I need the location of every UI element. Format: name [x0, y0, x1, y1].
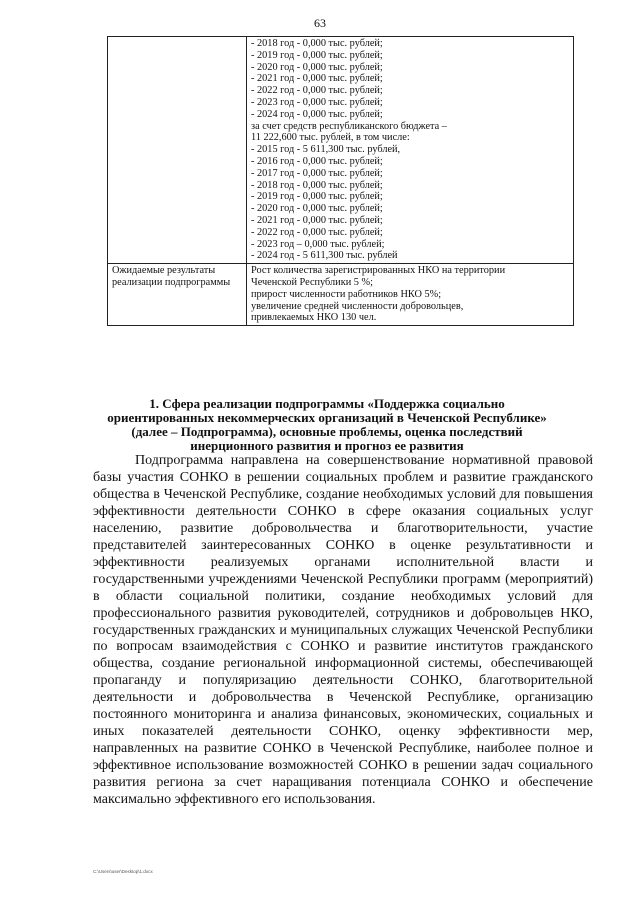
results-lines: [251, 265, 570, 324]
table-line: привлекаемых НКО 130 чел.: [251, 312, 377, 324]
table-line: - 2020 год - 0,000 тыс. рублей;: [251, 61, 383, 73]
table-line: - 2024 год - 0,000 тыс. рублей;: [251, 108, 383, 120]
table-cell-empty-label: [108, 37, 247, 264]
table-cell-funding: [247, 37, 574, 264]
table-line: - 2022 год - 0,000 тыс. рублей;: [251, 226, 383, 238]
table-line: - 2016 год - 0,000 тыс. рублей;: [251, 155, 383, 167]
table-row: [108, 264, 574, 326]
footer-file-path: С:\Users\user\Desktop\1.docx: [93, 869, 153, 874]
page-number: 63: [314, 16, 326, 30]
table-line: за счет средств республиканского бюджета –: [251, 120, 447, 132]
program-passport-table: [107, 36, 574, 326]
table-line: - 2017 год - 0,000 тыс. рублей;: [251, 167, 383, 179]
table-line: 11 222,600 тыс. рублей, в том числе:: [251, 132, 410, 144]
table-line: - 2020 год - 0,000 тыс. рублей;: [251, 203, 383, 215]
table-line: прирост численности работников НКО 5%;: [251, 288, 442, 300]
table-line: - 2021 год - 0,000 тыс. рублей;: [251, 73, 383, 85]
table-line: - 2015 год - 5 611,300 тыс. рублей,: [251, 144, 401, 156]
section-heading: 1. Сфера реализации подпрограммы «Поддержка социально ориентированных некоммерческих организаций в Чеченской Республике» (далее – Подпрограмма), основные проблемы, оценка последствий инерционного развития и прогноз ее развития: [107, 396, 547, 453]
table-line: - 2023 год - 0,000 тыс. рублей;: [251, 96, 383, 108]
table-line: Рост количества зарегистрированных НКО на территории: [251, 265, 506, 277]
table-line: - 2024 год - 5 611,300 тыс. рублей: [251, 250, 398, 262]
table-line: - 2018 год - 0,000 тыс. рублей;: [251, 179, 383, 191]
table-line: - 2019 год - 0,000 тыс. рублей;: [251, 49, 383, 61]
funding-lines: [251, 38, 570, 262]
table-line: - 2018 год - 0,000 тыс. рублей;: [251, 38, 383, 49]
table-line: - 2023 год – 0,000 тыс. рублей;: [251, 238, 385, 250]
table-cell-results: [247, 264, 574, 326]
table-line: - 2019 год - 0,000 тыс. рублей;: [251, 191, 383, 203]
table-line: - 2021 год - 0,000 тыс. рублей;: [251, 214, 383, 226]
body-paragraph: Подпрограмма направлена на совершенствование нормативной правовой базы участия СОНКО в решении социальных проблем и развитие гражданского общества в Чеченской Республике, создание необходимых условий для повышения эффективности деятельности СОНКО в сфере оказания социальных услуг населению, развитие добровольчества и благотворительности, участие представителей заинтересованных СОНКО в оценке результативности и эффективности реализуемых органами исполнительной власти и государственными учреждениями Чеченской Республики программ (мероприятий) в области социальной политики, создание необходимых условий для профессионального развития руководителей, сотрудников и добровольцев НКО, государственных гражданских и муниципальных служащих Чеченской Республики по вопросам взаимодействия с СОНКО и развитие институтов гражданского общества, создание региональной информационной системы, обеспечивающей пропаганду и популяризацию деятельности СОНКО, благотворительной деятельности и добровольчества в Чеченской Республике, организацию постоянного мониторинга и анализа финансовых, экономических, социальных и иных показателей деятельности СОНКО, оценку эффективности мер, направленных на развитие СОНКО в Чеченской Республике, наиболее полное и эффективное использование возможностей СОНКО в решении задач социального развития региона за счет наращивания потенциала СОНКО и обеспечение максимально эффективного его использования.: [93, 453, 593, 808]
results-label-cell: Ожидаемые результаты реализации подпрограммы: [108, 264, 247, 326]
table-line: увеличение средней численности добровольцев,: [251, 300, 464, 312]
table-line: Чеченской Республики 5 %;: [251, 276, 373, 288]
table-row: [108, 37, 574, 264]
table-line: - 2022 год - 0,000 тыс. рублей;: [251, 85, 383, 97]
